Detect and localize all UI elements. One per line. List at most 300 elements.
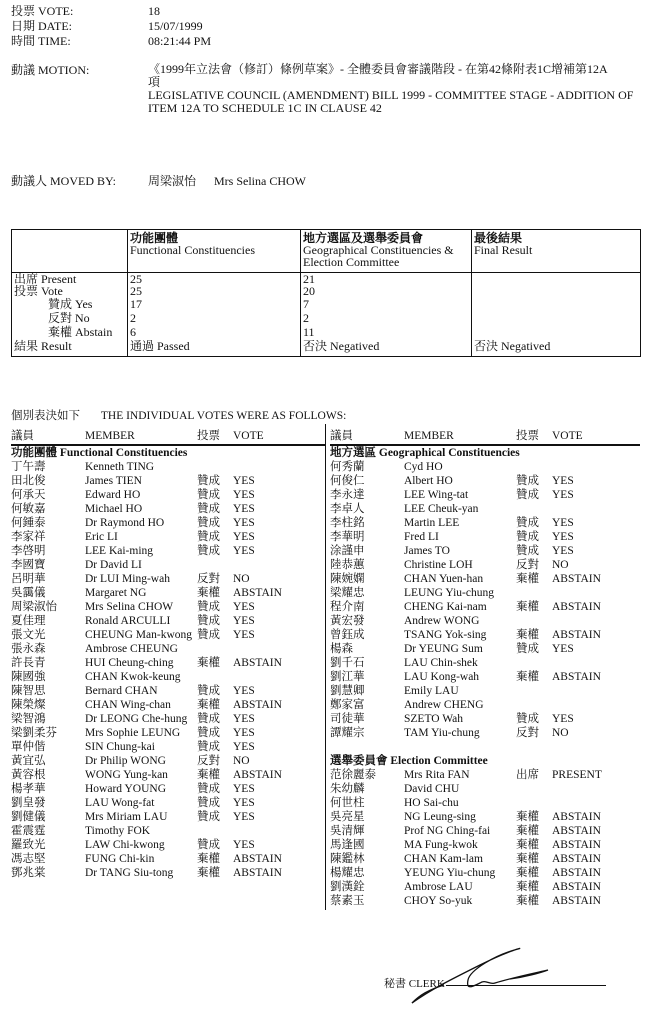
member-row	[330, 712, 640, 726]
vote-en: NO	[552, 727, 569, 739]
member-name-en: CHAN Kam-lam	[404, 853, 483, 865]
vote-zh: 贊成	[197, 601, 220, 613]
member-row	[330, 460, 640, 474]
date-label: 日期 DATE:	[11, 19, 72, 33]
vote-en-header: VOTE	[552, 430, 583, 442]
member-name-zh: 蔡素玉	[330, 895, 365, 907]
vote-en: ABSTAIN	[552, 853, 601, 865]
member-name-en: James TIEN	[85, 475, 142, 487]
row-label-abstain: 棄權 Abstain	[48, 325, 113, 339]
vote-zh: 贊成	[197, 783, 220, 795]
vote-en: YES	[233, 811, 255, 823]
fc-result: 通過 Passed	[130, 339, 190, 353]
member-row	[330, 866, 640, 880]
member-row	[330, 670, 640, 684]
member-row	[330, 488, 640, 502]
vote-en: ABSTAIN	[552, 601, 601, 613]
member-name-en: Eric LI	[85, 531, 118, 543]
member-name-en: Kenneth TING	[85, 461, 155, 473]
functional-member-list	[11, 460, 325, 880]
vote-zh: 棄權	[516, 811, 539, 823]
vote-zh: 棄權	[197, 769, 220, 781]
member-name-en: Ronald ARCULLI	[85, 615, 171, 627]
member-name-zh: 李華明	[330, 531, 365, 543]
vote-en: YES	[233, 545, 255, 557]
vote-zh: 反對	[516, 559, 539, 571]
vote-zh: 反對	[516, 727, 539, 739]
member-row	[330, 824, 640, 838]
signature-icon	[400, 935, 580, 1010]
member-name-en: HO Sai-chu	[404, 797, 459, 809]
fc-abstain: 6	[130, 325, 136, 339]
functional-votes-panel	[11, 429, 325, 880]
member-name-en: Prof NG Ching-fai	[404, 825, 491, 837]
member-row	[11, 768, 325, 782]
member-name-zh: 周梁淑怡	[11, 601, 57, 613]
member-name-zh: 何世柱	[330, 797, 365, 809]
member-row	[11, 460, 325, 474]
gc-header-en: Geographical Constituencies & Election Committee	[303, 243, 454, 269]
election-member-list	[330, 768, 640, 908]
vote-en: YES	[552, 643, 574, 655]
member-name-zh: 涂謹申	[330, 545, 365, 557]
member-name-en: James TO	[404, 545, 450, 557]
moved-by-zh: 周梁淑怡	[148, 174, 197, 188]
vote-zh: 贊成	[197, 727, 220, 739]
member-name-zh: 羅致光	[11, 839, 46, 851]
vote-zh: 棄權	[516, 895, 539, 907]
moved-by-label: 動議人 MOVED BY:	[11, 174, 116, 188]
vote-zh: 棄權	[197, 699, 220, 711]
member-row	[330, 852, 640, 866]
vote-en: YES	[233, 503, 255, 515]
member-row	[330, 698, 640, 712]
member-row	[11, 488, 325, 502]
member-name-en: Margaret NG	[85, 587, 147, 599]
gc-no: 2	[303, 311, 309, 325]
member-zh-header: 議員	[330, 430, 353, 442]
member-name-en: Emily LAU	[404, 685, 459, 697]
member-name-zh: 陸恭蕙	[330, 559, 365, 571]
vote-zh: 贊成	[516, 475, 539, 487]
vote-zh: 棄權	[197, 657, 220, 669]
election-section-title: 選舉委員會 Election Committee	[330, 755, 488, 767]
vote-en: YES	[233, 783, 255, 795]
member-name-zh: 吳清輝	[330, 825, 365, 837]
intro-en: THE INDIVIDUAL VOTES WERE AS FOLLOWS:	[100, 410, 347, 422]
member-name-zh: 梁劉柔芬	[11, 727, 57, 739]
member-name-zh: 曾鈺成	[330, 629, 365, 641]
member-name-en: Mrs Selina CHOW	[85, 601, 174, 613]
member-row	[11, 712, 325, 726]
vote-zh: 棄權	[516, 867, 539, 879]
member-name-en: FUNG Chi-kin	[85, 853, 155, 865]
vote-en: ABSTAIN	[552, 671, 601, 683]
member-name-en: NG Leung-sing	[404, 811, 476, 823]
vote-en: YES	[233, 531, 255, 543]
vote-zh: 贊成	[197, 839, 220, 851]
row-label-present: 出席 Present	[14, 272, 77, 286]
member-row	[11, 726, 325, 740]
fc-yes: 17	[130, 297, 142, 311]
final-header-zh: 最後結果	[474, 231, 523, 245]
vote-en: ABSTAIN	[233, 699, 282, 711]
vote-zh-header: 投票	[516, 430, 539, 442]
member-name-en: CHAN Yuen-han	[404, 573, 484, 585]
member-name-zh: 程介南	[330, 601, 365, 613]
vote-en: PRESENT	[552, 769, 602, 781]
member-row	[330, 600, 640, 614]
member-name-zh: 黃宜弘	[11, 755, 46, 767]
vote-zh: 棄權	[516, 853, 539, 865]
vote-en: YES	[552, 475, 574, 487]
clerk-label: 秘書 CLERK	[384, 978, 445, 990]
vote-en: ABSTAIN	[552, 895, 601, 907]
member-name-en: LEUNG Yiu-chung	[404, 587, 494, 599]
fc-header-en: Functional Constituencies	[130, 243, 255, 257]
member-row	[11, 866, 325, 880]
header-divider	[12, 272, 640, 273]
member-name-en: LAU Kong-wah	[404, 671, 480, 683]
vote-en: YES	[233, 615, 255, 627]
member-name-zh: 陳婉嫻	[330, 573, 365, 585]
vote-en: ABSTAIN	[552, 573, 601, 585]
member-row	[11, 670, 325, 684]
member-row	[11, 600, 325, 614]
member-name-zh: 馮志堅	[11, 853, 46, 865]
member-name-en: MA Fung-kwok	[404, 839, 478, 851]
vote-zh: 贊成	[197, 475, 220, 487]
member-name-en: Mrs Rita FAN	[404, 769, 470, 781]
column-divider	[127, 230, 128, 356]
member-name-en: CHEUNG Man-kwong	[85, 629, 193, 641]
column-divider	[471, 230, 472, 356]
vote-zh-header: 投票	[197, 430, 220, 442]
vote-zh: 棄權	[516, 825, 539, 837]
member-name-zh: 楊孝華	[11, 783, 46, 795]
vote-zh: 贊成	[197, 685, 220, 697]
vote-en: ABSTAIN	[552, 867, 601, 879]
final-header-en: Final Result	[474, 243, 533, 257]
member-row	[11, 558, 325, 572]
member-row	[11, 544, 325, 558]
vote-zh: 贊成	[197, 531, 220, 543]
member-name-zh: 吳亮星	[330, 811, 365, 823]
member-name-zh: 劉漢銓	[330, 881, 365, 893]
member-name-en: Dr Philip WONG	[85, 755, 166, 767]
vote-en: YES	[233, 797, 255, 809]
vote-zh: 棄權	[197, 853, 220, 865]
member-zh-header: 議員	[11, 430, 34, 442]
vote-zh: 贊成	[197, 741, 220, 753]
member-name-en: CHOY So-yuk	[404, 895, 473, 907]
vote-en: ABSTAIN	[233, 587, 282, 599]
vote-zh: 反對	[197, 755, 220, 767]
member-row	[11, 740, 325, 754]
member-name-zh: 鄭家富	[330, 699, 365, 711]
member-row	[330, 768, 640, 782]
member-name-en: YEUNG Yiu-chung	[404, 867, 496, 879]
member-name-zh: 田北俊	[11, 475, 46, 487]
member-name-zh: 劉江華	[330, 671, 365, 683]
member-name-zh: 吳靄儀	[11, 587, 46, 599]
vote-en: YES	[552, 545, 574, 557]
time-label: 時間 TIME:	[11, 34, 71, 48]
member-row	[330, 516, 640, 530]
member-row	[11, 586, 325, 600]
vote-en: ABSTAIN	[552, 839, 601, 851]
member-name-zh: 李啓明	[11, 545, 46, 557]
vote-en: NO	[552, 559, 569, 571]
member-row	[330, 642, 640, 656]
vote-en: YES	[233, 685, 255, 697]
vote-en: ABSTAIN	[552, 881, 601, 893]
member-row	[11, 572, 325, 586]
member-name-zh: 譚耀宗	[330, 727, 365, 739]
member-name-zh: 范徐麗泰	[330, 769, 376, 781]
member-name-zh: 鄧兆棠	[11, 867, 46, 879]
member-name-zh: 單仲偕	[11, 741, 46, 753]
vote-zh: 棄權	[516, 601, 539, 613]
vote-en: YES	[552, 531, 574, 543]
member-name-zh: 何俊仁	[330, 475, 365, 487]
geographical-member-list	[330, 460, 640, 740]
member-row	[11, 782, 325, 796]
member-name-en: WONG Yung-kan	[85, 769, 168, 781]
member-row	[330, 502, 640, 516]
member-name-en: LAW Chi-kwong	[85, 839, 165, 851]
motion-label: 動議 MOTION:	[11, 63, 90, 77]
vote-en: YES	[233, 727, 255, 739]
member-name-en: Fred LI	[404, 531, 439, 543]
member-name-zh: 夏佳理	[11, 615, 46, 627]
member-name-en: TSANG Yok-sing	[404, 629, 487, 641]
member-name-zh: 司徒華	[330, 713, 365, 725]
vote-zh: 贊成	[197, 545, 220, 557]
member-name-zh: 楊耀忠	[330, 867, 365, 879]
member-row	[330, 880, 640, 894]
member-row	[11, 684, 325, 698]
vote-zh: 贊成	[516, 643, 539, 655]
column-divider	[300, 230, 301, 356]
vote-en: ABSTAIN	[552, 811, 601, 823]
member-row	[330, 614, 640, 628]
vote-en: NO	[233, 573, 250, 585]
member-en-header: MEMBER	[85, 430, 135, 442]
member-name-zh: 張文光	[11, 629, 46, 641]
vote-en: YES	[552, 489, 574, 501]
vote-zh: 贊成	[516, 489, 539, 501]
vote-en: ABSTAIN	[233, 853, 282, 865]
member-name-zh: 梁耀忠	[330, 587, 365, 599]
member-row	[11, 656, 325, 670]
row-label-result: 結果 Result	[14, 339, 72, 353]
member-row	[11, 796, 325, 810]
gc-yes: 7	[303, 297, 309, 311]
member-name-en: Dr TANG Siu-tong	[85, 867, 174, 879]
member-name-zh: 何敏嘉	[11, 503, 46, 515]
member-name-en: LEE Cheuk-yan	[404, 503, 479, 515]
vote-zh: 棄權	[516, 881, 539, 893]
member-name-zh: 梁智鴻	[11, 713, 46, 725]
vote-zh: 棄權	[516, 671, 539, 683]
vote-zh: 出席	[516, 769, 539, 781]
member-name-en: David CHU	[404, 783, 460, 795]
vote-zh: 贊成	[197, 811, 220, 823]
vote-en: ABSTAIN	[552, 629, 601, 641]
member-row	[11, 810, 325, 824]
member-row	[11, 530, 325, 544]
vote-zh: 棄權	[516, 573, 539, 585]
member-name-en: Dr David LI	[85, 559, 142, 571]
row-label-no: 反對 No	[48, 311, 90, 325]
vote-zh: 贊成	[197, 489, 220, 501]
vote-en: ABSTAIN	[552, 825, 601, 837]
gc-vote: 20	[303, 284, 315, 298]
member-row	[11, 754, 325, 768]
fc-vote: 25	[130, 284, 142, 298]
member-name-zh: 何秀蘭	[330, 461, 365, 473]
vote-zh: 棄權	[197, 867, 220, 879]
member-name-zh: 何承天	[11, 489, 46, 501]
votes-header	[11, 429, 325, 446]
fc-no: 2	[130, 311, 136, 325]
vote-zh: 反對	[197, 573, 220, 585]
member-row	[11, 474, 325, 488]
member-name-zh: 黃容根	[11, 769, 46, 781]
member-row	[330, 628, 640, 642]
member-name-zh: 李永達	[330, 489, 365, 501]
member-row	[11, 628, 325, 642]
time-value: 08:21:44 PM	[148, 34, 212, 48]
vote-zh: 贊成	[197, 517, 220, 529]
vote-zh: 贊成	[516, 713, 539, 725]
member-name-en: LAU Chin-shek	[404, 657, 478, 669]
member-name-en: SZETO Wah	[404, 713, 464, 725]
vote-zh: 贊成	[197, 713, 220, 725]
member-row	[11, 516, 325, 530]
member-name-zh: 李家祥	[11, 531, 46, 543]
member-name-zh: 劉慧卿	[330, 685, 365, 697]
member-name-zh: 何鍾泰	[11, 517, 46, 529]
member-name-en: Mrs Miriam LAU	[85, 811, 168, 823]
member-name-en: CHAN Wing-chan	[85, 699, 171, 711]
member-name-zh: 劉健儀	[11, 811, 46, 823]
gc-present: 21	[303, 272, 315, 286]
vote-zh: 贊成	[516, 545, 539, 557]
member-name-zh: 馬逢國	[330, 839, 365, 851]
member-row	[330, 544, 640, 558]
vote-zh: 贊成	[197, 503, 220, 515]
vote-en: YES	[233, 475, 255, 487]
member-name-en: Edward HO	[85, 489, 141, 501]
member-name-en: Andrew CHENG	[404, 699, 484, 711]
member-row	[11, 852, 325, 866]
member-name-en: Ambrose CHEUNG	[85, 643, 178, 655]
member-name-zh: 陳鑑林	[330, 853, 365, 865]
member-row	[11, 698, 325, 712]
member-name-zh: 李國寶	[11, 559, 46, 571]
member-row	[330, 586, 640, 600]
gc-header-zh: 地方選區及選舉委員會	[303, 231, 424, 245]
member-name-en: Cyd HO	[404, 461, 443, 473]
member-row	[330, 796, 640, 810]
summary-table	[11, 229, 641, 357]
vote-en-header: VOTE	[233, 430, 264, 442]
vote-en: YES	[552, 713, 574, 725]
vote-en: YES	[233, 713, 255, 725]
row-label-yes: 贊成 Yes	[48, 297, 93, 311]
member-name-en: TAM Yiu-chung	[404, 727, 480, 739]
vote-en: ABSTAIN	[233, 769, 282, 781]
vote-zh: 贊成	[197, 797, 220, 809]
member-name-en: Howard YOUNG	[85, 783, 167, 795]
member-name-zh: 黃宏發	[330, 615, 365, 627]
vote-en: YES	[233, 601, 255, 613]
member-name-zh: 陳榮燦	[11, 699, 46, 711]
member-row	[11, 502, 325, 516]
member-name-en: SIN Chung-kai	[85, 741, 155, 753]
member-name-en: Martin LEE	[404, 517, 460, 529]
gc-result: 否決 Negatived	[303, 339, 380, 353]
vote-zh: 棄權	[516, 839, 539, 851]
member-name-zh: 丁午壽	[11, 461, 46, 473]
geographical-votes-panel	[330, 429, 640, 908]
member-name-zh: 楊森	[330, 643, 353, 655]
member-name-en: Christine LOH	[404, 559, 473, 571]
member-name-zh: 陳國強	[11, 671, 46, 683]
member-name-zh: 呂明華	[11, 573, 46, 585]
gc-abstain: 11	[303, 325, 315, 339]
vote-en: ABSTAIN	[233, 867, 282, 879]
vote-zh: 棄權	[197, 587, 220, 599]
columns-divider	[325, 424, 326, 910]
member-row	[330, 684, 640, 698]
member-name-en: LEE Wing-tat	[404, 489, 469, 501]
vote-value: 18	[148, 4, 160, 18]
row-label-vote: 投票 Vote	[14, 284, 63, 298]
member-row	[330, 810, 640, 824]
member-name-en: HUI Cheung-ching	[85, 657, 174, 669]
member-name-en: Ambrose LAU	[404, 881, 473, 893]
individual-votes-intro	[11, 407, 346, 423]
member-row	[330, 782, 640, 796]
member-row	[330, 558, 640, 572]
date-value: 15/07/1999	[148, 19, 203, 33]
member-row	[330, 838, 640, 852]
member-name-zh: 張永森	[11, 643, 46, 655]
member-name-en: Dr Raymond HO	[85, 517, 165, 529]
vote-en: YES	[552, 517, 574, 529]
member-row	[330, 894, 640, 908]
member-row	[330, 572, 640, 586]
vote-zh: 贊成	[197, 615, 220, 627]
member-row	[330, 530, 640, 544]
member-row	[330, 726, 640, 740]
member-name-en: Dr YEUNG Sum	[404, 643, 483, 655]
motion-zh: 《1999年立法會（修訂）條例草案》- 全體委員會審議階段 - 在第42條附表1C增補第12A項	[148, 62, 608, 89]
member-name-zh: 霍震霆	[11, 825, 46, 837]
member-name-zh: 李柱銘	[330, 517, 365, 529]
vote-en: YES	[233, 839, 255, 851]
member-name-en: Mrs Sophie LEUNG	[85, 727, 181, 739]
member-row	[11, 838, 325, 852]
member-name-en: Andrew WONG	[404, 615, 480, 627]
geographical-section-title: 地方選區 Geographical Constituencies	[330, 447, 520, 459]
member-name-zh: 劉千石	[330, 657, 365, 669]
member-name-en: CHENG Kai-nam	[404, 601, 487, 613]
intro-zh: 個別表決如下	[11, 410, 80, 422]
